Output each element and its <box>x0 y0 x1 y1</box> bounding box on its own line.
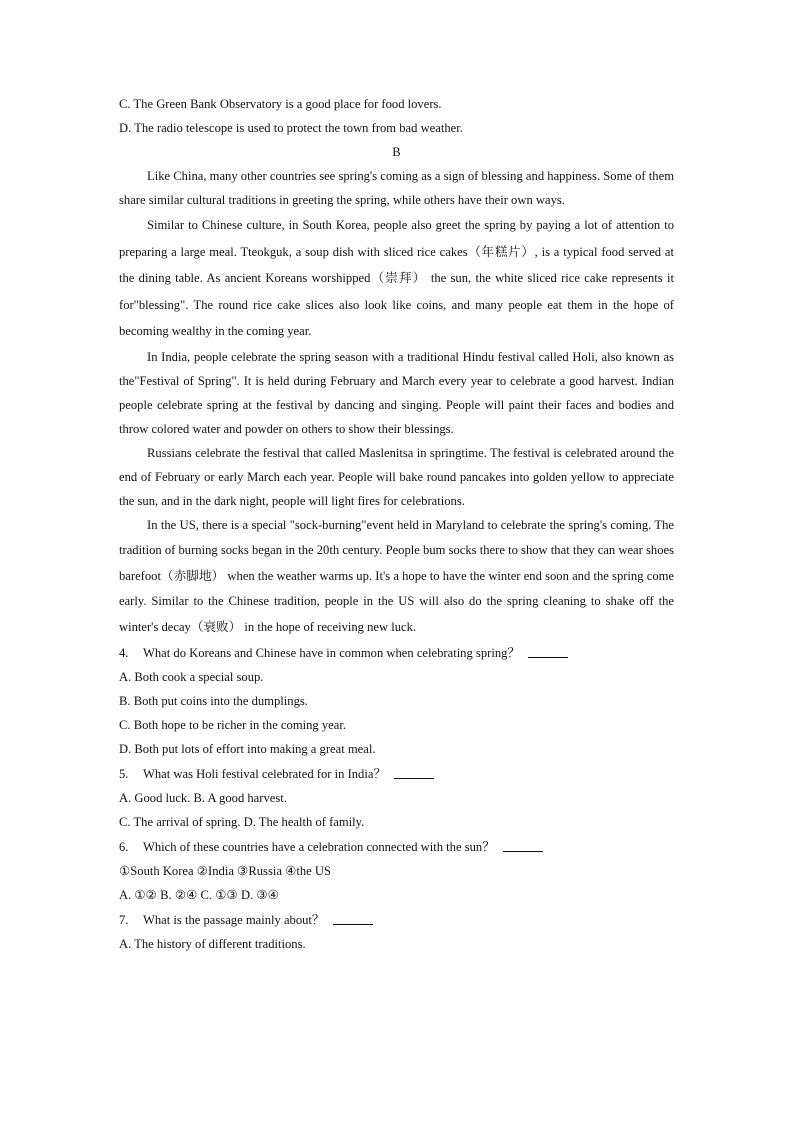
question-number: 7. <box>119 913 129 927</box>
section-label: B <box>392 145 401 159</box>
answer-blank[interactable] <box>333 912 373 925</box>
option-d: D. Both put lots of effort into making a great meal. <box>119 742 376 756</box>
option-b: B. Both put coins into the dumplings. <box>119 694 308 708</box>
answer-blank[interactable] <box>503 839 543 852</box>
option-a: A. The history of different traditions. <box>119 937 306 951</box>
option-a: A. Both cook a special soup. <box>119 670 264 684</box>
paragraph-intro: Like China, many other countries see spring's coming as a sign of blessing and happiness. Some of them share similar cultural traditions in greeting the spring, while others have their own ways. <box>119 169 674 207</box>
paragraph-korea: Similar to Chinese culture, in South Korea, people also greet the spring by paying a lot of attention to preparing a large meal. Tteokguk, a soup dish with sliced rice cakes（年糕片）, is a typical food served at the dining table. As ancient Koreans worshipped（崇拜） the sun, the white sliced rice cake represents it for"blessing". The round rice cake slices also look like coins, and many people eat them in the hope of becoming wealthy in the coming year. <box>119 218 674 338</box>
question-number: 4. <box>119 646 129 660</box>
prev-option-c: C. The Green Bank Observatory is a good place for food lovers. <box>119 97 442 111</box>
option-c: C. Both hope to be richer in the coming year. <box>119 718 346 732</box>
answer-blank[interactable] <box>528 645 568 658</box>
document-page <box>119 92 674 956</box>
options-abcd: A. ①② B. ②④ C. ①③ D. ③④ <box>119 888 279 902</box>
question-text: Which of these countries have a celebration connected with the sun？ <box>143 840 495 854</box>
question-text: What do Koreans and Chinese have in common when celebrating spring？ <box>143 646 521 660</box>
question-text: What was Holi festival celebrated for in India？ <box>143 767 387 781</box>
question-6 <box>119 835 674 907</box>
paragraph-us: In the US, there is a special "sock-burning"event held in Maryland to celebrate the spring's coming. The tradition of burning socks began in the 20th century. People bum socks there to show that they can wear shoes barefoot（赤脚地） when the weather warms up. It's a hope to have the winter end soon and the spring come early. Similar to the Chinese tradition, people in the US will also do the spring cleaning to shake off the winter's decay（衰败） in the hope of receiving new luck. <box>119 517 674 634</box>
question-4 <box>119 641 674 761</box>
question-7 <box>119 908 674 956</box>
paragraph-india: In India, people celebrate the spring season with a traditional Hindu festival called Holi, also known as the"Festival of Spring". It is held during February and March every year to celebrate a good harvest. Indian people celebrate spring at the festival by dancing and singing. People will paint their faces and bodies and throw colored water and powder on others to show their blessings. <box>119 349 674 436</box>
options-cd: C. The arrival of spring. D. The health of family. <box>119 815 365 829</box>
question-number: 5. <box>119 767 129 781</box>
options-ab: A. Good luck. B. A good harvest. <box>119 791 287 805</box>
question-5 <box>119 762 674 834</box>
question-number: 6. <box>119 840 129 854</box>
answer-blank[interactable] <box>394 766 434 779</box>
paragraph-russia: Russians celebrate the festival that called Maslenitsa in springtime. The festival is celebrated around the end of February or early March each year. People will bake round pancakes into golden yellow to appreciate the sun, and in the dark night, people will light fires for celebrations. <box>119 445 674 508</box>
prev-option-d: D. The radio telescope is used to protect the town from bad weather. <box>119 121 463 135</box>
question-text: What is the passage mainly about？ <box>143 913 325 927</box>
country-list: ①South Korea ②India ③Russia ④the US <box>119 864 332 878</box>
